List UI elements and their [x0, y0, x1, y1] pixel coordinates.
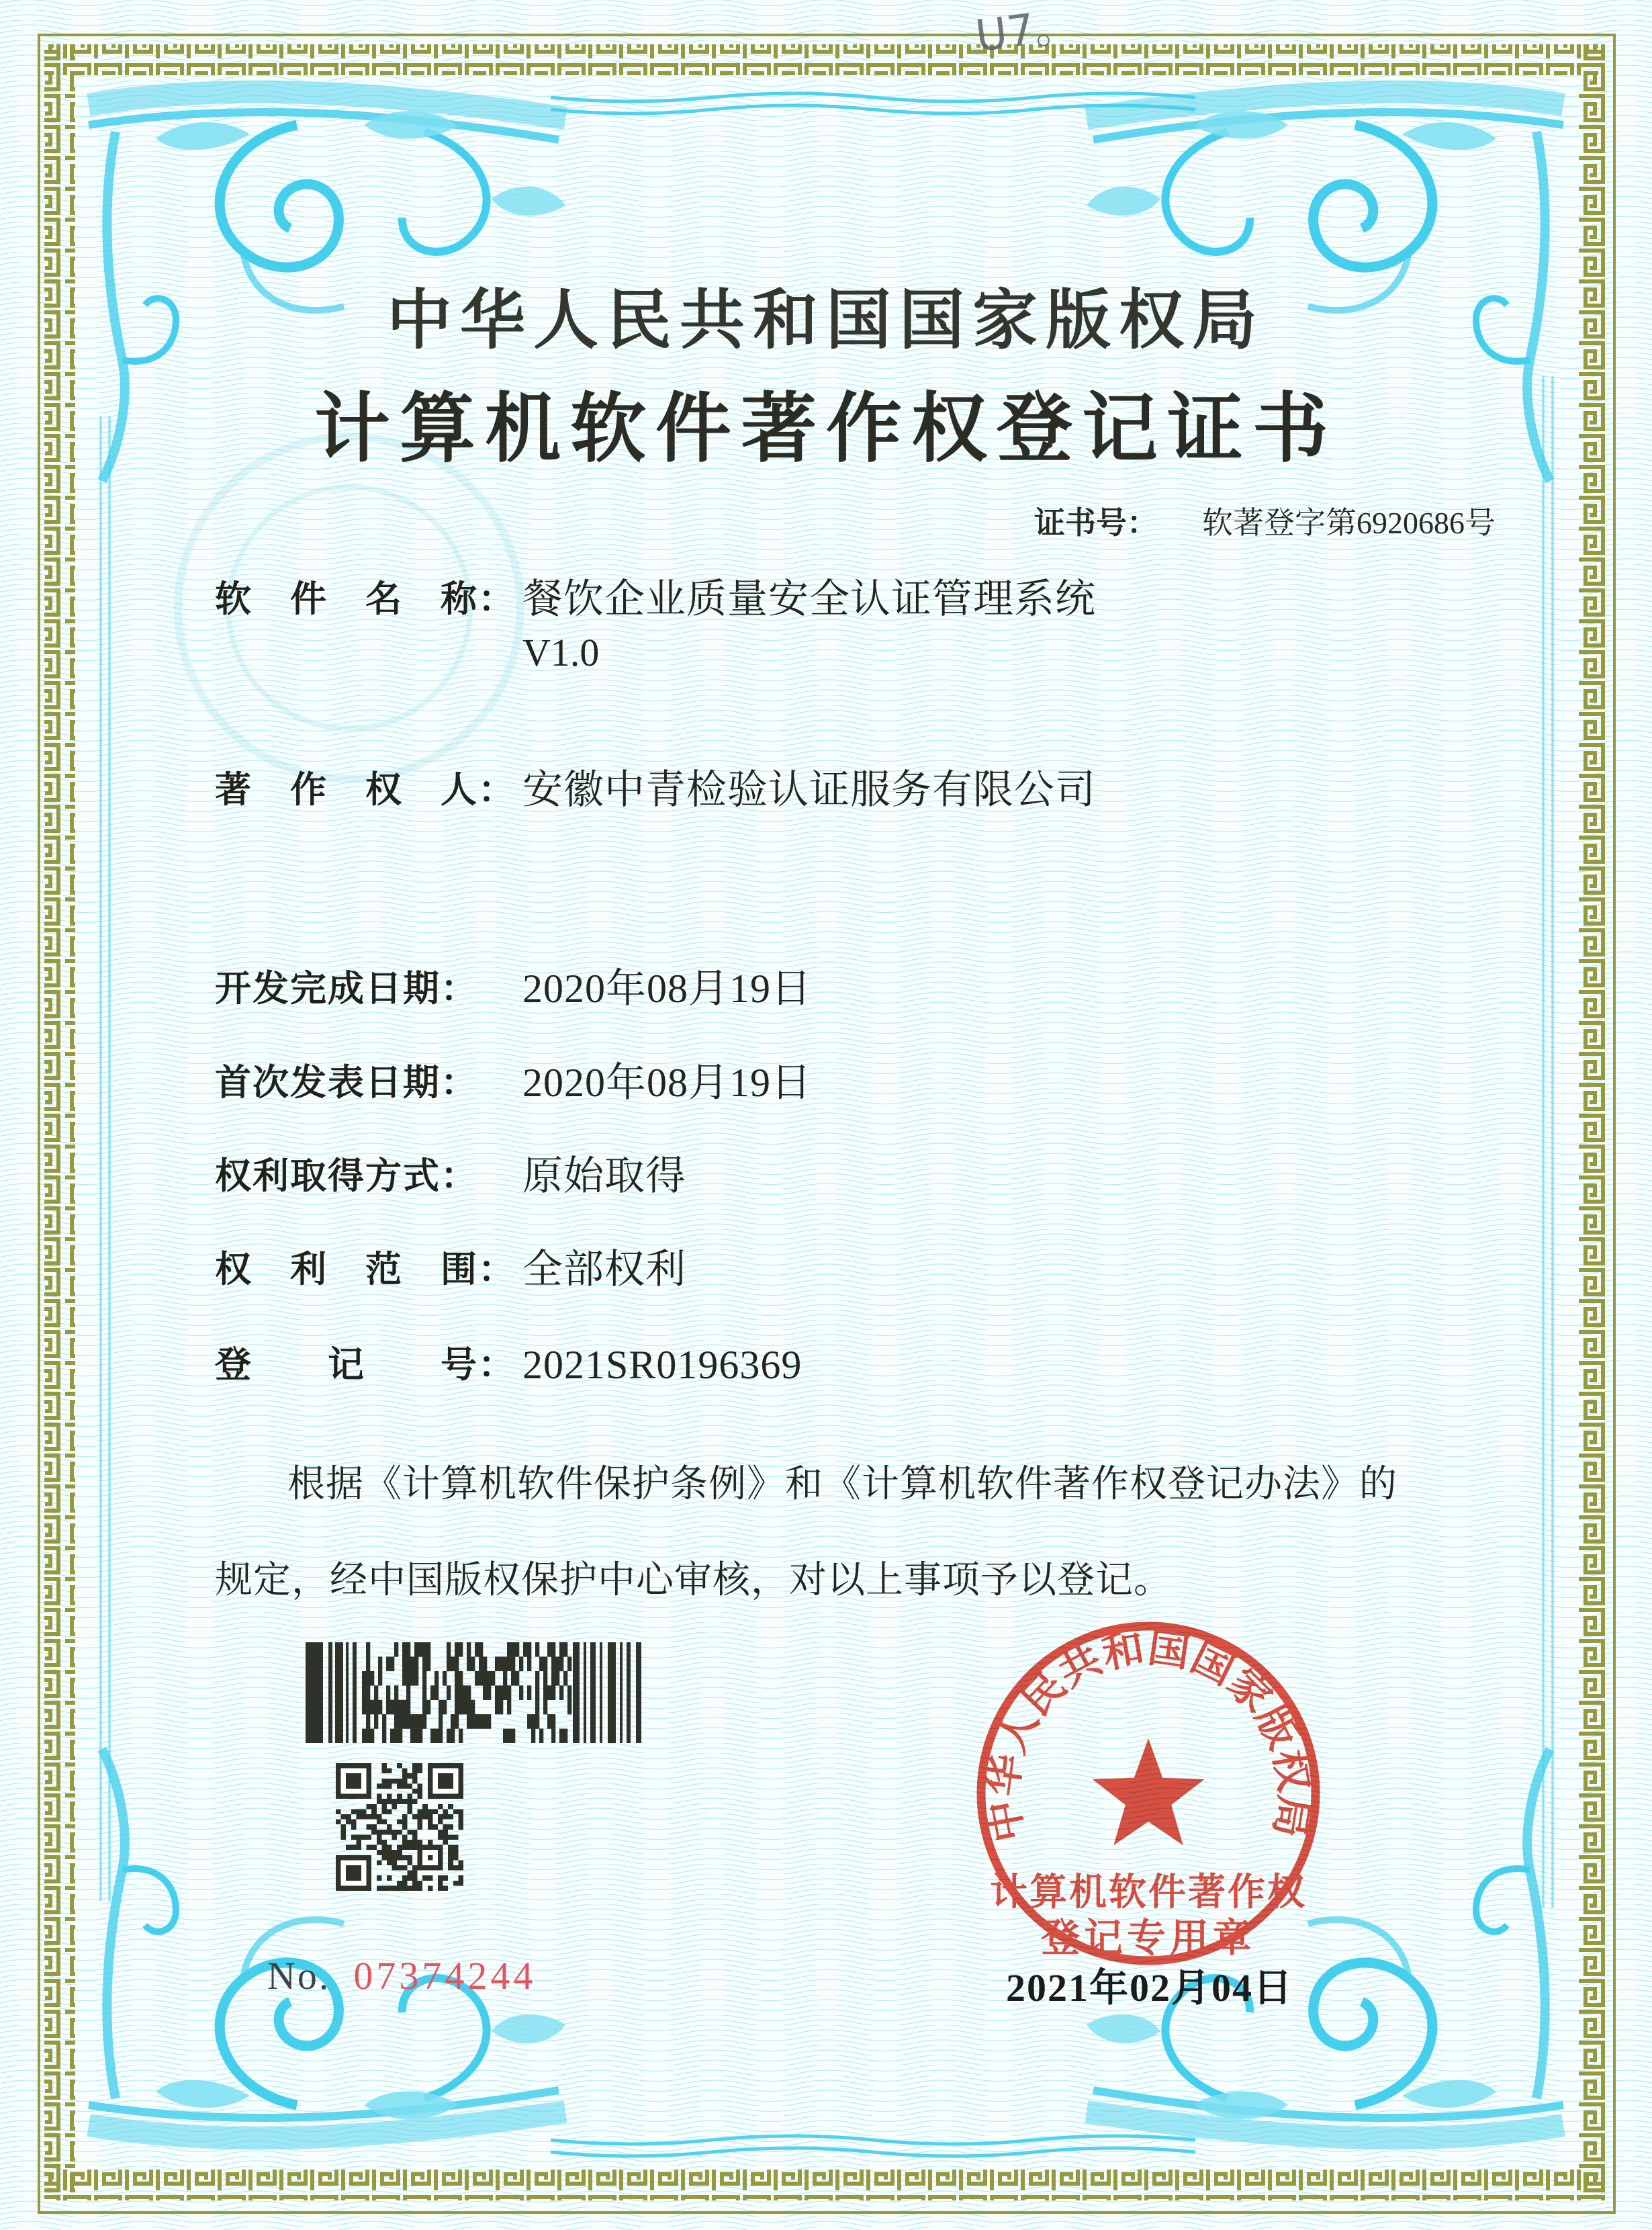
- field-value: 原始取得: [522, 1154, 686, 1198]
- field-row-software-name: [215, 576, 1096, 684]
- qr-code: [336, 1763, 463, 1891]
- field-label: 开发完成日期：: [215, 969, 478, 1009]
- field-label: 权利取得方式：: [215, 1156, 478, 1196]
- field-value: 2020年08月19日: [522, 967, 812, 1011]
- field-row-dev-complete-date: [215, 966, 812, 1012]
- seal-line1: 计算机软件著作权: [990, 1872, 1307, 1914]
- field-value-block: [522, 576, 1096, 684]
- seal-date: 2021年02月04日: [1006, 1966, 1294, 2010]
- field-row-rights-scope: [215, 1247, 686, 1292]
- field-value-line2: V1.0: [522, 631, 600, 674]
- certificate-number-value: 软著登字第6920686号: [1202, 506, 1496, 540]
- field-row-registration-number: [215, 1342, 802, 1388]
- field-label: 著 作 权 人：: [215, 770, 516, 810]
- field-value: 全部权利: [522, 1247, 686, 1292]
- barcode: [306, 1642, 645, 1743]
- issuing-authority-title: 中华人民共和国国家版权局: [387, 285, 1265, 357]
- field-value: 安徽中青检验认证服务有限公司: [522, 768, 1096, 812]
- field-row-rights-acquisition: [215, 1153, 686, 1199]
- field-value: 2020年08月19日: [522, 1061, 812, 1105]
- field-label: 软 件 名 称：: [215, 579, 516, 619]
- serial-value: 07374244: [353, 1954, 537, 1998]
- field-value: 餐饮企业质量安全认证管理系统: [522, 577, 1096, 621]
- field-value: 2021SR0196369: [522, 1343, 802, 1387]
- handwritten-annotation: U7。: [972, 0, 1081, 62]
- official-seal: [966, 1611, 1332, 1977]
- field-label: 首次发表日期：: [215, 1063, 478, 1103]
- seal-arc-text: 中华人民共和国国家版权局: [980, 1625, 1316, 1846]
- registration-statement-line2: 规定，经中国版权保护中心审核，对以上事项予以登记。: [215, 1560, 1172, 1601]
- certificate-number-label: 证书号：: [1034, 506, 1158, 540]
- seal-line2: 登记专用章: [1040, 1916, 1256, 1960]
- field-label: 登 记 号：: [215, 1345, 516, 1385]
- field-label: 权 利 范 围：: [215, 1249, 516, 1290]
- serial-number-line: [267, 1953, 536, 1998]
- certificate-number-line: [1034, 498, 1496, 543]
- seal-star: [1092, 1738, 1204, 1845]
- field-row-first-publish-date: [215, 1060, 812, 1106]
- serial-label: No.: [267, 1954, 331, 1998]
- field-row-copyright-owner: [215, 767, 1096, 813]
- registration-statement-line1: 根据《计算机软件保护条例》和《计算机软件著作权登记办法》的: [287, 1464, 1397, 1505]
- certificate-title: 计算机软件著作权登记证书: [314, 388, 1338, 472]
